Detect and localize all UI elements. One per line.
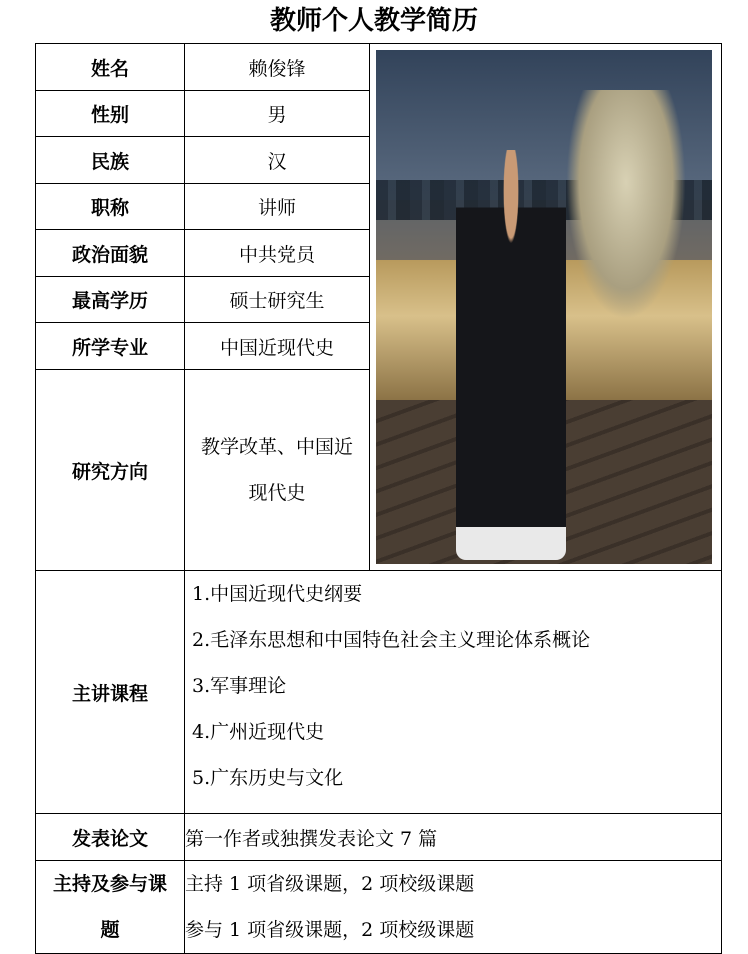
course-item: 4.广州近现代史 xyxy=(192,721,325,743)
project-item: 主持 1 项省级课题，2 项校级课题 xyxy=(185,873,475,895)
resume-table xyxy=(35,43,722,954)
row-courses xyxy=(36,571,722,814)
course-item: 2.毛泽东思想和中国特色社会主义理论体系概论 xyxy=(192,629,591,651)
major-label: 所学专业 xyxy=(36,323,185,370)
major-value: 中国近现代史 xyxy=(185,323,370,370)
project-item: 参与 1 项省级课题，2 项校级课题 xyxy=(185,919,475,941)
teacher-photo xyxy=(376,50,712,564)
name-label: 姓名 xyxy=(36,44,185,91)
projects-value xyxy=(185,861,722,954)
education-value: 硕士研究生 xyxy=(185,277,370,323)
research-line-2: 现代史 xyxy=(248,482,306,504)
name-value: 赖俊锋 xyxy=(185,44,370,91)
courses-list-cell xyxy=(185,571,722,814)
photo-statue xyxy=(566,90,686,320)
research-label: 研究方向 xyxy=(36,370,185,571)
research-value xyxy=(185,370,370,571)
page-title: 教师个人教学简历 xyxy=(269,6,478,36)
row-projects xyxy=(36,861,722,954)
gender-value: 男 xyxy=(185,91,370,137)
research-line-1: 教学改革、中国近 xyxy=(200,436,353,458)
courses-label: 主讲课程 xyxy=(36,571,185,814)
political-label: 政治面貌 xyxy=(36,230,185,277)
papers-value: 第一作者或独撰发表论文 7 篇 xyxy=(185,814,722,861)
ethnicity-value: 汉 xyxy=(185,137,370,184)
row-name xyxy=(36,44,722,91)
job-title-label: 职称 xyxy=(36,184,185,230)
projects-label-line-2: 题 xyxy=(100,919,120,941)
political-value: 中共党员 xyxy=(185,230,370,277)
course-item: 5.广东历史与文化 xyxy=(192,767,344,789)
course-item: 1.中国近现代史纲要 xyxy=(192,583,363,605)
row-papers xyxy=(36,814,722,861)
courses-list xyxy=(185,571,721,813)
course-item: 3.军事理论 xyxy=(192,675,287,697)
ethnicity-label: 民族 xyxy=(36,137,185,184)
projects-label xyxy=(36,861,185,954)
papers-label: 发表论文 xyxy=(36,814,185,861)
photo-person xyxy=(456,150,566,560)
projects-label-line-1: 主持及参与课 xyxy=(52,873,167,895)
photo-cell xyxy=(370,44,722,571)
gender-label: 性别 xyxy=(36,91,185,137)
job-title-value: 讲师 xyxy=(185,184,370,230)
education-label: 最高学历 xyxy=(36,277,185,323)
